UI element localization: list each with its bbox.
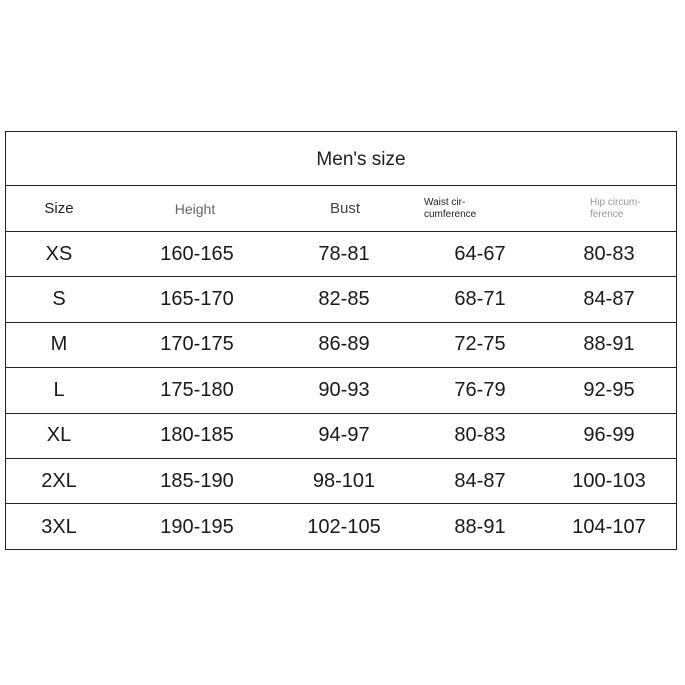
cell-bust: 86-89 — [318, 333, 370, 356]
cell-hip: 92-95 — [583, 378, 635, 401]
cell-height: 190-195 — [160, 515, 234, 538]
cell-bust: 94-97 — [318, 424, 370, 447]
cell-hip: 80-83 — [583, 242, 635, 265]
header-hip — [542, 197, 676, 221]
cell-height: 185-190 — [160, 469, 234, 492]
cell-height: 180-185 — [160, 424, 234, 447]
cell-waist: 72-75 — [454, 333, 506, 356]
size-chart-table — [5, 131, 677, 550]
cell-waist: 64-67 — [454, 242, 506, 265]
table-row — [6, 459, 676, 504]
header-size: Size — [44, 200, 74, 217]
table-row — [6, 323, 676, 368]
table-row — [6, 368, 676, 413]
header-hip-line2: ference — [590, 208, 624, 220]
table-row — [6, 232, 676, 277]
cell-bust: 82-85 — [318, 288, 370, 311]
cell-size: M — [50, 333, 68, 356]
header-waist-line2: cumference — [424, 208, 477, 220]
cell-bust: 102-105 — [307, 515, 381, 538]
header-waist-line1: Waist cir- — [424, 196, 466, 208]
table-row — [6, 414, 676, 459]
header-waist — [418, 197, 542, 221]
cell-hip: 96-99 — [583, 424, 635, 447]
cell-height: 160-165 — [160, 242, 234, 265]
cell-size: L — [53, 378, 65, 401]
cell-hip: 104-107 — [572, 515, 646, 538]
cell-size: XS — [45, 242, 73, 265]
table-title: Men's size — [316, 148, 406, 170]
table-title-row — [6, 132, 676, 186]
cell-size: 2XL — [41, 469, 77, 492]
cell-hip: 84-87 — [583, 288, 635, 311]
table-row — [6, 277, 676, 322]
cell-height: 165-170 — [160, 288, 234, 311]
cell-hip: 100-103 — [572, 469, 646, 492]
cell-size: XL — [46, 424, 72, 447]
table-row — [6, 504, 676, 549]
cell-height: 175-180 — [160, 378, 234, 401]
cell-waist: 68-71 — [454, 288, 506, 311]
cell-waist: 76-79 — [454, 378, 506, 401]
header-height: Height — [174, 200, 216, 217]
cell-height: 170-175 — [160, 333, 234, 356]
cell-size: 3XL — [41, 515, 77, 538]
cell-waist: 80-83 — [454, 424, 506, 447]
cell-hip: 88-91 — [583, 333, 635, 356]
table-header-row — [6, 186, 676, 232]
cell-bust: 98-101 — [312, 469, 376, 492]
cell-bust: 78-81 — [318, 242, 370, 265]
cell-size: S — [52, 288, 66, 311]
header-hip-line1: Hip circum- — [590, 196, 641, 208]
cell-waist: 88-91 — [454, 515, 506, 538]
cell-waist: 84-87 — [454, 469, 506, 492]
cell-bust: 90-93 — [318, 378, 370, 401]
header-bust: Bust — [329, 200, 360, 217]
